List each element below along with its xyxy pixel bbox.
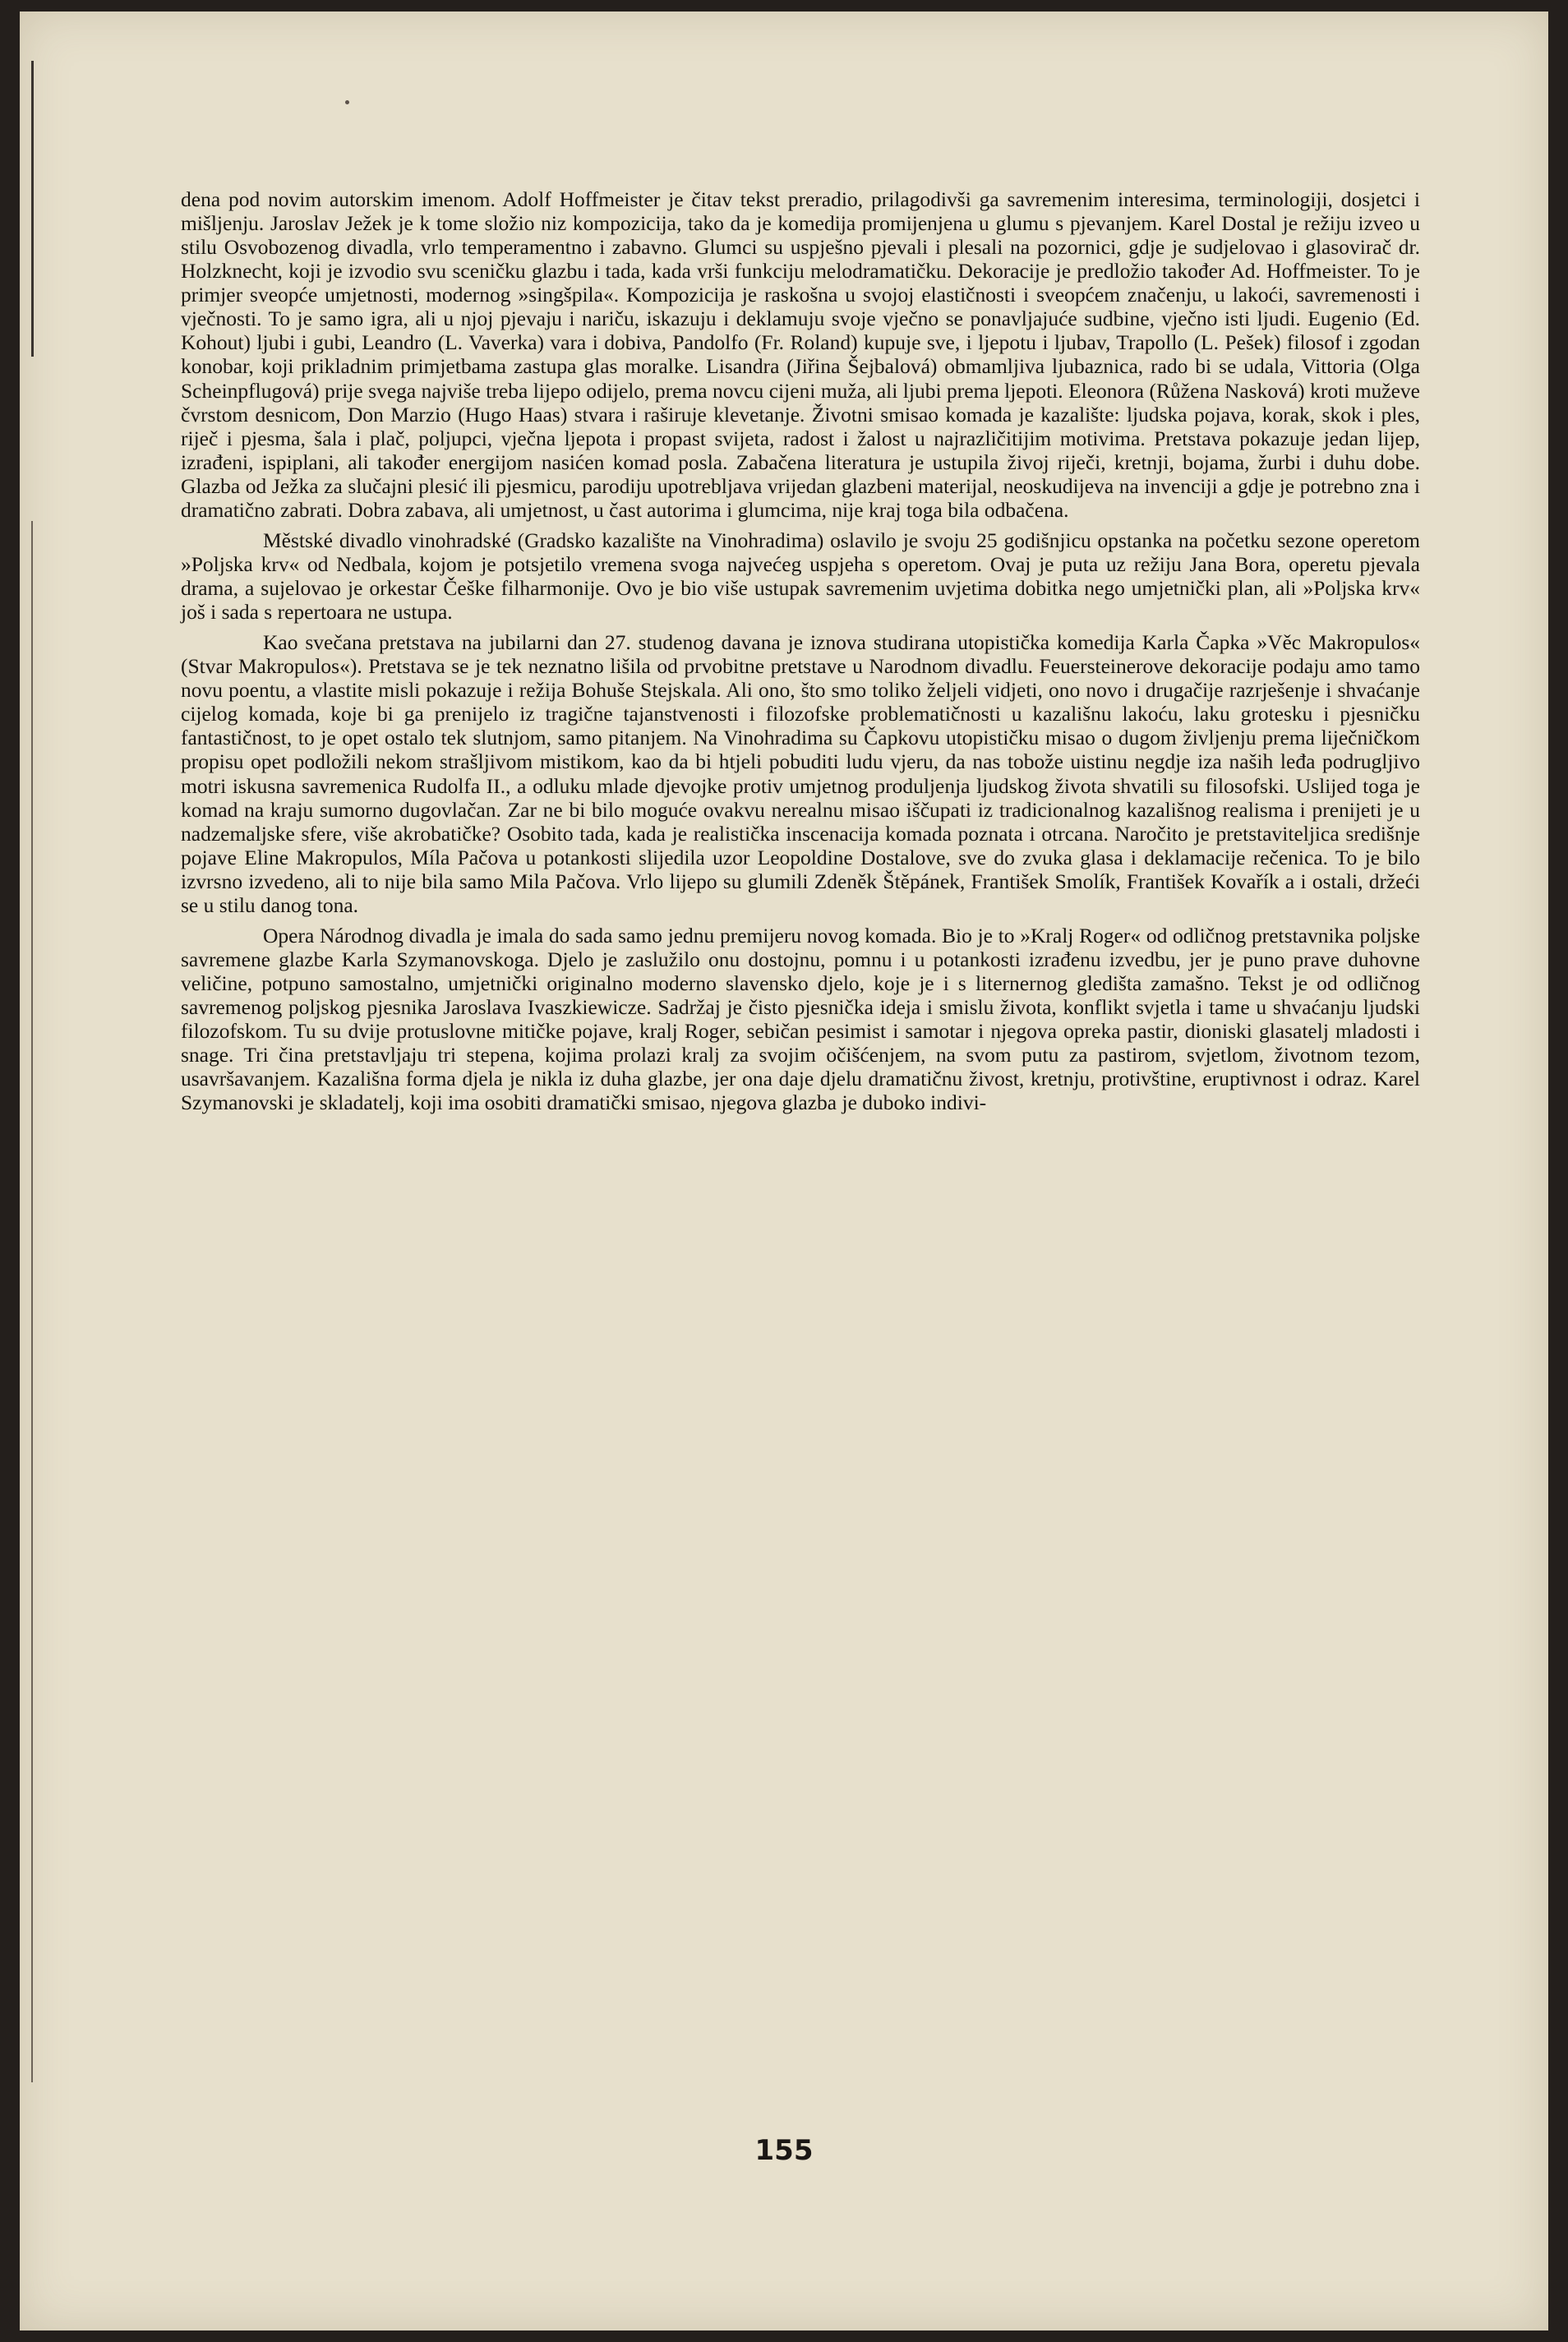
paragraph-1: dena pod novim autorskim imenom. Adolf Hoffmeister je čitav tekst preradio, prilagodivši ga savremenim interesima, terminologiji, dosjetci i mišljenju. Jaroslav Ježek je k tome složio niz kompozicija, tako da je komedija promijenjena u glumu s pjevanjem. Karel Dostal je režiju izveo u stilu Osvobozenog divadla, vrlo temperamentno i zabavno. Glumci su uspješno pjevali i plesali na pozornici, gdje je sudjelovao i glasovirač dr. Holzknecht, koji je izvodio svu sceničku glazbu i tada, kada vrši funkciju melodramatičku. Dekoracije je predložio također Ad. Hoffmeister. To je primjer sveopće umjetnosti, modernog »singšpila«. Kompozicija je raskošna u svojoj elastičnosti i sveopćem značenju, u lakoći, savremenosti i vječnosti. To je samo igra, ali u njoj pjevaju i nariču, iskazuju i deklamuju svoje vječno se ponavljajuće sudbine, vječno isti ljudi. Eugenio (Ed. Kohout) ljubi i gubi, Leandro (L. Vaverka) vara i dobiva, Pandolfo (Fr. Roland) kupuje sve, i ljepotu i ljubav, Trapollo (L. Pešek) filosof i zgodan konobar, koji prikladnim primjetbama zastupa glas moralke. Lisandra (Jiřina Šejbalová) obmamljiva ljubaznica, rado bi se udala, Vittoria (Olga Scheinpflugová) prije svega najviše treba lijepo odijelo, prema novcu cijeni muža, ali ljubi prema ljepoti. Eleonora (Růžena Nasková) kroti muževe čvrstom desnicom, Don Marzio (Hugo Haas) stvara i raširuje klevetanje. Životni smisao komada je kazalište: ljudska pojava, korak, skok i ples, riječ i pjesma, šala i plač, poljupci, vječna ljepota i propast svijeta, radost i žalost u najrazličitijim motivima. Pretstava pokazuje jedan lijep, izrađeni, ispiplani, ali također energijom nasićen komad posla. Zabačena literatura je ustupila živoj riječi, kretnji, bojama, žurbi i duhu dobe. Glazba od Ježka za slučajni plesić ili pjesmicu, parodiju upotrebljava vrijedan glazbeni materijal, neoskudijeva na invenciji a gdje je potrebno zna i dramatično zabrati. Dobra zabava, ali umjetnost, u čast autorima i glumcima, nije kraj toga bila odbačena. — [181, 187, 1420, 522]
paragraph-2: Městské divadlo vinohradské (Gradsko kazalište na Vinohradima) oslavilo je svoju 25 godišnjicu opstanka na početku sezone operetom »Poljska krv« od Nedbala, kojom je potsjetilo vremena svoga najvećeg uspjeha s operetom. Ovaj je puta uz režiju Jana Bora, operetu pjevala drama, a sujelovao je orkestar Češke filharmonije. Ovo je bio više ustupak savremenim uvjetima dobitka nego umjetnički plan, ali »Poljska krv« još i sada s repertoara ne ustupa. — [181, 528, 1420, 625]
binding-edge-line — [31, 61, 34, 357]
article-text — [181, 187, 1420, 1121]
page-number: 155 — [754, 2134, 814, 2167]
paper-speck — [345, 100, 349, 104]
binding-edge-line-lower — [31, 521, 33, 2082]
paragraph-4: Opera Národnog divadla je imala do sada samo jednu premijeru novog komada. Bio je to »Kralj Roger« od odličnog pretstavnika poljske savremene glazbe Karla Szymanovskoga. Djelo je zaslužilo onu dostojnu, pomnu i u potankosti izrađenu izvedbu, jer je puno prave duhovne veličine, potpuno samostalno, umjetnički originalno moderno slavensko djelo, koje je i s liternernog gledišta zamašno. Tekst je od odličnog savremenog poljskog pjesnika Jaroslava Ivaszkiewicze. Sadržaj je čisto pjesnička ideja i smislu života, konflikt svjetla i tame u shvaćanju ljudski filozofskom. Tu su dvije protuslovne mitičke pojave, kralj Roger, sebičan pesimist i samotar i njegova opreka pastir, dioniski glasatelj mladosti i snage. Tri čina pretstavljaju tri stepena, kojima prolazi kralj za svojim očišćenjem, na svom putu za pastirom, svjetlom, životnom tezom, usavršavanjem. Kazališna forma djela je nikla iz duha glazbe, jer ona daje djelu dramatičnu živost, kretnju, protivštine, eruptivnost i odraz. Karel Szymanovski je skladatelj, koji ima osobiti dramatički smisao, njegova glazba je duboko indivi- — [181, 923, 1420, 1115]
paragraph-3: Kao svečana pretstava na jubilarni dan 27. studenog davana je iznova studirana utopistička komedija Karla Čapka »Věc Makropulos« (Stvar Makropulos«). Pretstava se je tek neznatno lišila od prvobitne pretstave u Narodnom divadlu. Feuersteinerove dekoracije podaju amo tamo novu poentu, a vlastite misli pokazuje i režija Bohuše Stejskala. Ali ono, što smo toliko željeli vidjeti, ono novo i drugačije razrješenje i shvaćanje cijelog komada, koje bi ga prenijelo iz tragične tajanstvenosti i filozofske problematičnosti u kazališnu lakoću, laku grotesku i pjesničku fantastičnost, to je opet ostalo tek slutnjom, samo pitanjem. Na Vinohradima su Čapkovu utopističku misao o dugom življenju prema liječničkom propisu opet podložili nekom strašljivom mistikom, kao da bi htjeli pobuditi ludu vjeru, da nas tobože uistinu negdje iza naših leđa podrugljivo motri iskusna savremenica Rudolfa II., a odluku mlade djevojke protiv umjetnog produljenja ljudskog života shvatili su filosofski. Uslijed toga je komad na kraju sumorno dugovlačan. Zar ne bi bilo moguće ovakvu nerealnu misao iščupati iz tradicionalnog kazališnog realisma i prenijeti je u nadzemaljske sfere, više akrobatičke? Osobito tada, kada je realistička inscenacija komada poznata i otrcana. Naročito je pretstaviteljica središnje pojave Eline Makropulos, Míla Pačova u potankosti slijedila uzor Leopoldine Dostalove, sve do zvuka glasa i deklamacije rečenica. To je bilo izvrsno izvedeno, ali to nije bila samo Mila Pačova. Vrlo lijepo su glumili Zdeněk Štěpánek, František Smolík, František Kovařík a i ostali, držeći se u stilu danog tona. — [181, 630, 1420, 917]
